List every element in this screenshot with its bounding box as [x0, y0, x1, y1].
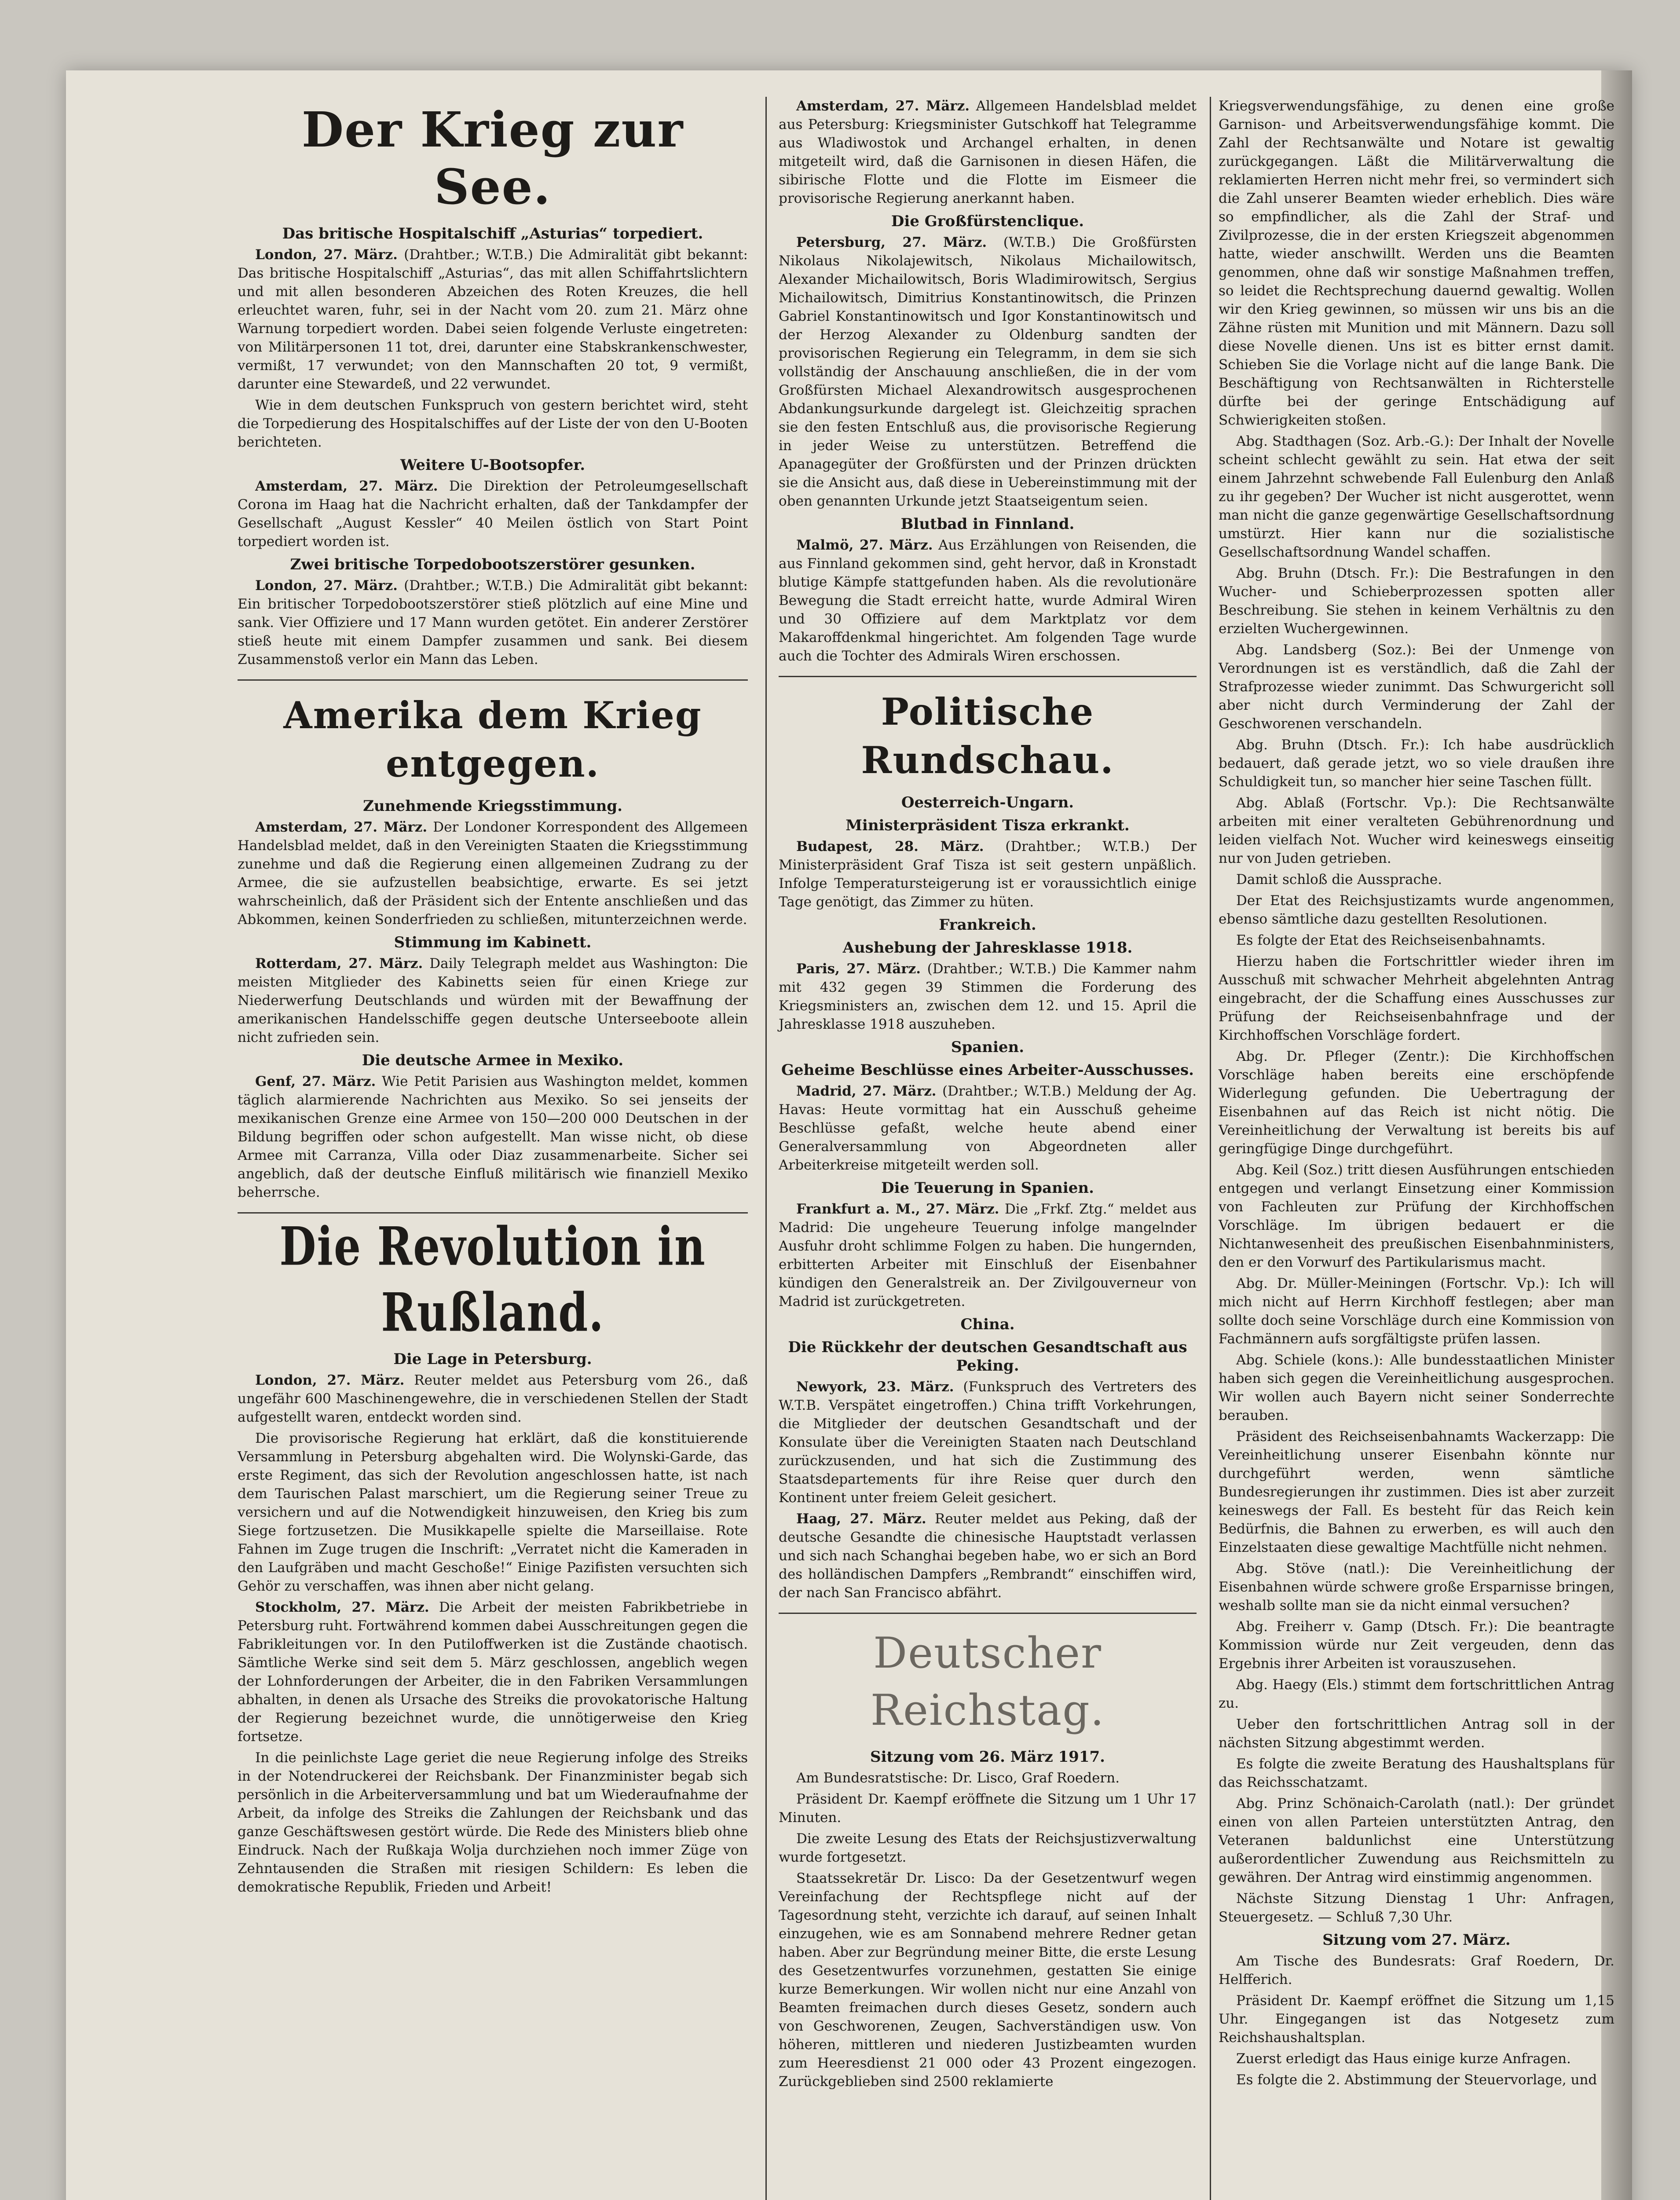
dateline: London, 27. März. — [255, 247, 398, 263]
dateline: Madrid, 27. März. — [796, 1083, 937, 1099]
article-paragraph — [1219, 1676, 1614, 1712]
paragraph-text: Wie Petit Parisien aus Washington meldet, kommen täglich alarmierende Nachrichten aus Mexiko. So sei jenseits der mexikanischen Grenze eine Armee von 150—200 000 Deutschen in der Bildung begriffen oder schon aufgestellt. Man wisse nicht, ob diese Armee mit Carranza, Villa oder Diaz zusammenarbeite. Sicher sei angeblich, daß der deutsche Einfluß militärisch wie finanziell Mexiko beherrsche. — [238, 1074, 748, 1200]
subheading: Ministerpräsident Tisza erkrankt. — [845, 817, 1130, 834]
article-paragraph — [1219, 1274, 1614, 1348]
subheading: Geheime Beschlüsse eines Arbeiter-Ausschusses. — [781, 1061, 1194, 1079]
subheading: Blutbad in Finnland. — [900, 515, 1075, 533]
article-paragraph — [1219, 1617, 1614, 1673]
article-paragraph — [779, 837, 1197, 911]
article-paragraph — [1219, 794, 1614, 868]
paragraph-text: Aus Erzählungen von Reisenden, die aus Finnland gekommen sind, geht hervor, daß in Kronstadt blutige Kämpfe stattgefunden haben. Als die revolutionäre Bewegung die Stadt erreicht hatte, wurde Admiral Wiren und 30 Offiziere auf dem Marktplatz vor dem Makaroffdenkmal hingerichtet. Am folgenden Tage wurde auch die Tochter des Admirals Wiren erschossen. — [779, 537, 1197, 664]
article-paragraph: Der Etat des Reichsjustizamts wurde angenommen, ebenso sämtliche dazu gestellten Resolutionen. — [1219, 893, 1614, 927]
paragraph-text: Die Kirchhoffschen Vorschläge haben bereits eine erschöpfende Widerlegung gefunden. Die Uebertragung der Eisenbahnen auf das Reich ist nicht nötig. Die Vereinheitlichung der Verwaltung ist bereits bis auf geringfügige Dinge durchgeführt. — [1219, 1049, 1615, 1157]
article-paragraph: Präsident Dr. Kaempf eröffnete die Sitzung um 1 Uhr 17 Minuten. — [779, 1791, 1197, 1826]
dateline: Genf, 27. März. — [255, 1074, 376, 1089]
paragraph-text: Die Arbeit der meisten Fabrikbetriebe in Petersburg ruht. Fortwährend kommen dabei Ausschreitungen gegen die Fabrikleitungen vor. In den Putiloffwerken ist die Zustände chaotisch. Sämtliche Werke sind seit dem 5. März geschlossen, angeblich wegen der Lohnforderungen der Arbeiter, die in den Fabriken Versammlungen abhalten, in denen als Ursache des Streiks die provokatorische Haltung der Regierung bezeichnet wurde, die unnötigerweise den Krieg fortsetze. — [238, 1599, 748, 1745]
article-paragraph: Am Tische des Bundesrats: Graf Roedern, Dr. Helfferich. — [1219, 1953, 1614, 1987]
paragraph-text: (Drahtber.; W.T.B.) Die Admiralität gibt bekannt: Ein britischer Torpedobootszerstörer stieß plötzlich auf eine Mine und sank. Vier Offiziere und 17 Mann wurden getötet. Ein anderer Zerstörer stieß heute mit einem Dampfer zusammen und sank. Bei diesem Zusammenstoß verlor ein Mann das Leben. — [238, 578, 748, 667]
article-paragraph: Kriegsverwendungsfähige, zu denen eine große Garnison- und Arbeitsverwendungsfähige kommt. Die Zahl der Rechtsanwälte und Notare ist gewaltig zurückgegangen. Läßt die Militärverwaltung die reklamierten Herren nicht mehr frei, so vermindert sich die Zahl unserer Beamten wieder erheblich. Dies wäre so empfindlicher, als die Zahl der Straf- und Zivilprozesse, die in der ersten Kriegszeit abgenommen hatte, wieder anschwillt. Werden uns die Beamten genommen, ohne daß wir sonstige Maßnahmen treffen, so leidet die Rechtsprechung dauernd gewaltig. Wollen wir den Krieg gewinnen, so müssen wir uns bis an die Zähne rüsten mit Munition und mit Männern. Dazu soll diese Novelle dienen. Uns ist es bitter ernst damit. Schieben Sie die Vorlage nicht auf die lange Bank. Die Beschäftigung von Rechtsanwälten in Richterstelle dürfte bei der geringe Entschädigung auf Schwierigkeiten stoßen. — [1219, 98, 1614, 428]
article-paragraph — [779, 97, 1197, 208]
article-paragraph: In die peinlichste Lage geriet die neue Regierung infolge des Streiks in der Notendruckerei der Reichsbank. Der Finanzminister begab sich persönlich in die Arbeiterversammlung und bat um Wiederaufnahme der Arbeit, da infolge des Streiks die Zahlungen der Reichsbank und das ganze Geschäftswesen gestört würde. Die Rede des Ministers blieb ohne Eindruck. Nach der Rußkaja Wolja durchziehen noch immer Züge von Zehntausenden die Straßen mit riesigen Schildern: Es leben die demokratische Republik, Frieden und Arbeit! — [238, 1750, 748, 1895]
headline-revolution: Die Revolution in Rußland. — [279, 1215, 706, 1343]
article-paragraph — [1219, 432, 1614, 561]
paragraph-text: Die beantragte Kommission würde nur Zeit vergeuden, denn das Ergebnis ihrer Arbeiten ist vorauszusehen. — [1219, 1619, 1614, 1672]
speaker: Abg. Haegy (Els.) — [1236, 1677, 1358, 1693]
dateline: Petersburg, 27. März. — [796, 235, 987, 250]
article-paragraph: Ueber den fortschrittlichen Antrag soll in der nächsten Sitzung abgestimmt werden. — [1219, 1716, 1614, 1751]
subheading: Sitzung vom 26. März 1917. — [870, 1748, 1105, 1766]
article-paragraph — [1219, 1351, 1614, 1425]
speaker: Abg. Keil (Soz.) — [1236, 1162, 1343, 1178]
paragraph-text: Die „Frkf. Ztg.“ meldet aus Madrid: Die ungeheure Teuerung infolge mangelnder Ausfuhr droht schlimme Folgen zu haben. Die hungernden, erbitterten Arbeiter mit Einschluß der Eisenbahner kündigen den Generalstreik an. Der Zivilgouverneur von Madrid ist zurückgetreten. — [779, 1201, 1197, 1309]
dateline: London, 27. März. — [255, 1372, 405, 1388]
paragraph-text: (Funkspruch des Vertreters des W.T.B. Verspätet eingetroffen.) China trifft Vorkehrungen, die Mitglieder der deutschen Gesandtschaft und der Konsulate über die Vereinigten Staaten nach Deutschland zurückzusenden, und hat sich die Zustimmung des Staatsdepartements für ihre Reise quer durch den Kontinent unter freiem Geleit gesichert. — [779, 1379, 1197, 1506]
article-paragraph — [238, 1598, 748, 1746]
paragraph-text: Allgemeen Handelsblad meldet aus Petersburg: Kriegsminister Gutschkoff hat Telegramme aus Wladiwostok und Archangel erhalten, in denen mitgeteilt wird, daß die Garnisonen in diesen Häfen, die sibirische Flotte und die Flotte im Eismeer die provisorische Regierung anerkannt haben. — [779, 98, 1197, 206]
dateline: Amsterdam, 27. März. — [255, 819, 428, 835]
dateline: Budapest, 28. März. — [796, 839, 984, 854]
dateline: Haag, 27. März. — [796, 1511, 926, 1527]
dateline: Malmö, 27. März. — [796, 537, 933, 553]
speaker: Abg. Prinz Schönaich-Carolath (natl.): — [1236, 1796, 1515, 1811]
article-paragraph: Damit schloß die Aussprache. — [1236, 872, 1442, 887]
article-paragraph — [779, 536, 1197, 665]
speaker: Abg. Landsberg (Soz.): — [1236, 642, 1416, 658]
article-paragraph — [1219, 736, 1614, 791]
speaker: Abg. Ablaß (Fortschr. Vp.): — [1236, 795, 1457, 811]
newspaper-page — [66, 70, 1632, 2200]
paragraph-text: (W.T.B.) Die Großfürsten Nikolaus Nikolajewitsch, Nikolaus Michailowitsch, Alexander Michailowitsch, Boris Wladimirowitsch, Sergius Michailowitsch, Dimitrius Konstantinowitsch, die Prinzen Gabriel Konstantinowitsch und Igor Konstantinowitsch und der Herzog Alexander zu Oldenburg sandten der provisorischen Regierung ein Telegramm, in dem sie sich vollständig der Anschauung anschließen, die in der vom Großfürsten Michael Alexandrowitsch ausgesprochenen Abdankungsurkunde dargelegt ist. Gleichzeitig sprachen sie den festen Entschluß aus, die provisorische Regierung in jeder Weise zu unterstützen. Betreffend die Apanagegüter der Großfürsten und der Prinzen drückten sie die Ansicht aus, daß diese in Uebereinstimmung mit der oben genannten Urkunde jetzt Staatseigentum seien. — [779, 235, 1197, 509]
article-paragraph: Nächste Sitzung Dienstag 1 Uhr: Anfragen, Steuergesetz. — Schluß 7,30 Uhr. — [1219, 1891, 1614, 1925]
subheading: Oesterreich-Ungarn. — [901, 794, 1074, 811]
speaker: Abg. Dr. Pfleger (Zentr.): — [1236, 1049, 1450, 1064]
article-paragraph: Zuerst erledigt das Haus einige kurze Anfragen. — [1236, 2051, 1571, 2067]
article-paragraph — [1219, 641, 1614, 733]
article-paragraph — [1219, 564, 1614, 638]
speaker: Abg. Schiele (kons.): — [1236, 1352, 1384, 1368]
subheading: Sitzung vom 27. März. — [1322, 1931, 1511, 1949]
subheading: Weitere U-Bootsopfer. — [400, 456, 586, 474]
paragraph-text: Die Direktion der Petroleumgesellschaft Corona im Haag hat die Nachricht erhalten, daß der Tankdampfer der Gesellschaft „August Kessler“ 40 Meilen östlich von Start Point torpediert worden ist. — [238, 478, 748, 550]
column-3 — [1219, 97, 1614, 2092]
article-paragraph: Am Bundesratstische: Dr. Lisco, Graf Roedern. — [796, 1770, 1120, 1786]
article-paragraph: Es folgte der Etat des Reichseisenbahnamts. — [1236, 932, 1546, 948]
article-paragraph — [1219, 1161, 1614, 1272]
dateline: Amsterdam, 27. März. — [796, 98, 970, 114]
article-paragraph — [238, 818, 748, 929]
divider — [238, 679, 748, 681]
column-1 — [238, 97, 748, 1899]
subheading: Die Lage in Petersburg. — [393, 1350, 592, 1368]
article-paragraph — [779, 1082, 1197, 1174]
speaker: Abg. Freiherr v. Gamp (Dtsch. Fr.): — [1236, 1619, 1498, 1635]
dateline: Frankfurt a. M., 27. März. — [796, 1201, 999, 1217]
article-paragraph — [779, 960, 1197, 1034]
column-2 — [779, 97, 1197, 2094]
article-paragraph — [238, 477, 748, 551]
paragraph-text: Ich habe ausdrücklich bedauert, daß gerade jetzt, wo so viele draußen ihre Schuldigkeit tun, so mancher hier seine Taschen füllt. — [1219, 737, 1614, 790]
paragraph-text: (Drahtber.; W.T.B.) Der Ministerpräsident Graf Tisza ist seit gestern unpäßlich. Infolge Temperatursteigerung ist er voraussichtlich einige Tage genötigt, das Zimmer zu hüten. — [779, 839, 1197, 910]
article-paragraph — [1219, 1047, 1614, 1158]
dateline: London, 27. März. — [255, 578, 398, 594]
article-paragraph — [779, 1510, 1197, 1602]
headline-amerika: Amerika dem Krieg entgegen. — [283, 693, 702, 785]
paragraph-text: Ich will mich nicht auf Herrn Kirchhoff festlegen; aber man sollte doch seine Vorschläge durch eine Kommission von Fachmännern aufs sorgfältigste prüfen lassen. — [1219, 1276, 1614, 1347]
article-paragraph: Wie in dem deutschen Funkspruch von gestern berichtet wird, steht die Torpedierung des Hospitalschiffes auf der Liste der von den U-Booten berichteten. — [238, 397, 748, 450]
article-paragraph — [779, 1200, 1197, 1311]
speaker: Abg. Bruhn (Dtsch. Fr.): — [1236, 565, 1419, 581]
subheading: Das britische Hospitalschiff „Asturias“ torpediert. — [282, 225, 703, 242]
paragraph-text: (Drahtber.; W.T.B.) Meldung der Ag. Havas: Heute vormittag hat ein Ausschuß geheime Beschlüsse gefaßt, welche heute abend einer Generalversammlung von Abgeordneten aller Arbeiterkreise mitgeteilt werden soll. — [779, 1083, 1197, 1173]
column-rule-2 — [1210, 97, 1211, 2200]
subheading: China. — [960, 1316, 1015, 1333]
divider — [779, 676, 1197, 677]
subheading: Stimmung im Kabinett. — [394, 934, 592, 951]
article-paragraph: Präsident des Reichseisenbahnamts Wackerzapp: Die Vereinheitlichung unserer Eisenbahn könnte nur durchgeführt werden, wenn sämtliche Bundesregierungen ihr zustimmen. Dies ist aber zurzeit keineswegs der Fall. Es besteht für das Reich kein Bedürfnis, die Bahnen zu erwerben, es will auch den Einzelstaaten diese gewaltige Machtfülle nicht nehmen. — [1219, 1429, 1614, 1555]
subheading: Spanien. — [951, 1038, 1025, 1056]
subheading: Aushebung der Jahresklasse 1918. — [842, 939, 1133, 957]
subheading: Die Rückkehr der deutschen Gesandtschaft aus Peking. — [788, 1338, 1187, 1375]
paragraph-text: (Drahtber.; W.T.B.) Die Admiralität gibt bekannt: Das britische Hospitalschiff „Asturias“, das mit allen Schiffahrtslichtern und mit allen besonderen Abzeichen des Roten Kreuzes, die hell erleuchtet waren, fuhr, sei in der Nacht vom 20. zum 21. März ohne Warnung torpediert worden. Dabei seien folgende Verluste eingetreten: von Militärpersonen 11 tot, drei, darunter eine Stabskrankenschwester, vermißt, 17 verwundet; von den Mannschaften 20 tot, 9 vermißt, darunter eine Stewardeß, und 22 verwundet. — [238, 247, 748, 392]
article-paragraph — [238, 1371, 748, 1426]
article-paragraph: Staatssekretär Dr. Lisco: Da der Gesetzentwurf wegen Vereinfachung der Rechtspflege nicht auf der Tagesordnung steht, verzichte ich darauf, auf seinen Inhalt einzugehen, wie es am Sonnabend mehrere Redner getan haben. Aber zur Begründung meiner Bitte, die erste Lesung des Gesetzentwurfes vorzunehmen, gestatten Sie einige kurze Bemerkungen. Wir wollen nicht nur eine Anzahl von Beamten freimachen durch dieses Gesetz, sondern auch von Geschworenen, Zeugen, Sachverständigen usw. Von höheren, mittleren und niederen Justizbeamten wurden zum Heeresdienst 21 000 oder 43 Prozent eingezogen. Zurückgeblieben sind 2500 reklamierte — [779, 1870, 1197, 2090]
article-paragraph — [1219, 1559, 1614, 1615]
subheading: Frankreich. — [939, 916, 1036, 934]
article-paragraph: Die provisorische Regierung hat erklärt, daß die konstituierende Versammlung in Petersburg abgehalten wird. Die Wolynski-Garde, das erste Regiment, das sich der Revolution angeschlossen hatte, ist nach dem Taurischen Palast marschiert, um die Regierung seiner Treue zu versichern und auf die Notwendigkeit hinzuweisen, den Krieg bis zum Siege fortzusetzen. Die Musikkapelle spielte die Marseillaise. Rote Fahnen im Zuge trugen die Inschrift: „Verratet nicht die Kameraden in den Laufgräben und macht Geschoße!“ Einige Pazifisten versuchten sich Gehör zu verschaffen, was ihnen aber nicht gelang. — [238, 1430, 748, 1594]
paragraph-text: Die Bestrafungen in den Wucher- und Schieberprozessen spotten aller Beschreibung. Sie stehen in keinem Verhältnis zu den erzielten Wuchergewinnen. — [1219, 565, 1614, 637]
speaker: Abg. Bruhn (Dtsch. Fr.): — [1236, 737, 1430, 753]
article-paragraph: Es folgte die zweite Beratung des Haushaltsplans für das Reichsschatzamt. — [1219, 1756, 1614, 1790]
subheading: Die deutsche Armee in Mexiko. — [362, 1052, 624, 1069]
paragraph-text: Der Londoner Korrespondent des Allgemeen Handelsblad meldet, daß in den Vereinigten Staaten die Kriegsstimmung zunehme und daß die Regierung einen allgemeinen Zudrang zu der Armee, die sie aufzustellen beabsichtige, erwarte. Es sei jetzt wahrscheinlich, daß der Präsident sich der Entente anschließen und das Abkommen, keinen Sonderfrieden zu schließen, mitunterzeichnen werde. — [238, 819, 748, 928]
paragraph-text: Bei der Unmenge von Verordnungen ist es verständlich, daß die Zahl der Strafprozesse wieder zunimmt. Das Schwurgericht soll aber nicht durch Verminderung der Zahl der Geschworenen verschandeln. — [1219, 642, 1614, 732]
dateline: Newyork, 23. März. — [796, 1379, 954, 1395]
article-paragraph — [238, 246, 748, 393]
subheading: Zwei britische Torpedobootszerstörer gesunken. — [290, 556, 695, 573]
speaker: Abg. Stöve (natl.): — [1236, 1561, 1390, 1577]
subheading: Die Großfürstenclique. — [891, 213, 1084, 230]
article-paragraph: Es folgte die 2. Abstimmung der Steuervorlage, und — [1236, 2072, 1597, 2088]
paragraph-text: Der Inhalt der Novelle scheint schlecht gewählt zu sein. Hat etwa der seit einem Jahrzehnt schwebende Fall Eulenburg den Anlaß zu ihr gegeben? Der Wucher ist nicht ausgerottet, wenn man nicht die ganze gegenwärtige Gesellschaftsordnung umstürzt. Hier kann nur die sozialistische Gesellschaftsordnung Wandel schaffen. — [1219, 433, 1614, 560]
paragraph-text: (Drahtber.; W.T.B.) Die Kammer nahm mit 432 gegen 39 Stimmen die Forderung des Kriegsministers an, zwischen dem 12. und 15. April die Jahresklasse 1918 auszuheben. — [779, 961, 1197, 1032]
paragraph-text: Die Rechtsanwälte arbeiten mit einer veralteten Gebührenordnung und leiden vielfach Not. Wucher wird keineswegs einseitig nur von Juden getrieben. — [1219, 795, 1614, 866]
dateline: Stockholm, 27. März. — [255, 1599, 429, 1615]
paragraph-text: tritt diesen Ausführungen entschieden entgegen und verlangt Einsetzung einer Kommission von Fachleuten zur Prüfung der Kirchhoffschen Vorschläge. Im übrigen bedauert er die Nichtanwesenheit des preußischen Eisenbahnministers, den er den Vorwurf des Partikularismus macht. — [1219, 1162, 1615, 1270]
headline-politische-rundschau: Politische Rundschau. — [861, 690, 1114, 782]
dateline: Amsterdam, 27. März. — [255, 478, 438, 494]
headline-krieg-zur-see: Der Krieg zur See. — [301, 101, 684, 215]
article-paragraph: Präsident Dr. Kaempf eröffnet die Sitzung um 1,15 Uhr. Eingegangen ist das Notgesetz zum Reichshaushaltsplan. — [1219, 1993, 1614, 2046]
paragraph-text: Alle bundesstaatlichen Minister haben sich gegen die Vereinheitlichung ausgesprochen. Wir wollen auch Bayern nicht seiner Sonderrechte berauben. — [1219, 1352, 1615, 1423]
headline-deutscher-reichstag: Deutscher Reichstag. — [870, 1628, 1105, 1735]
article-paragraph: Die zweite Lesung des Etats der Reichsjustizverwaltung wurde fortgesetzt. — [779, 1831, 1197, 1865]
divider — [779, 1613, 1197, 1614]
article-paragraph — [238, 576, 748, 669]
paragraph-text: Reuter meldet aus Petersburg vom 26., daß ungefähr 600 Maschinengewehre, die in verschiedenen Stellen der Stadt aufgestellt waren, entdeckt worden sind. — [238, 1372, 748, 1425]
paragraph-text: Die Vereinheitlichung der Eisenbahnen würde schwere große Ersparnisse bringen, weshalb sollte man sie da nicht einmal versuchen? — [1219, 1561, 1614, 1613]
article-paragraph — [1219, 1794, 1614, 1887]
article-paragraph — [779, 233, 1197, 510]
subheading: Die Teuerung in Spanien. — [881, 1179, 1094, 1197]
speaker: Abg. Stadthagen (Soz. Arb.-G.): — [1236, 433, 1454, 449]
dateline: Rotterdam, 27. März. — [255, 956, 423, 972]
paragraph-text: Reuter meldet aus Peking, daß der deutsche Gesandte die chinesische Hauptstadt verlassen und sich nach Schanghai begeben habe, wo er sich an Bord des holländischen Dampfers „Rembrandt“ einschiffen wird, der nach San Francisco abfährt. — [779, 1511, 1197, 1601]
paragraph-text: stimmt dem fortschrittlichen Antrag zu. — [1219, 1677, 1614, 1711]
dateline: Paris, 27. März. — [796, 961, 921, 977]
paragraph-text: Der gründet einen von allen Parteien unterstützten Antrag, den Veteranen baldunlichst eine Unterstützung außerordentlicher Zuwendung aus Reichsmitteln zu gewähren. Der Antrag wird einstimmig angenommen. — [1219, 1796, 1614, 1885]
article-paragraph — [779, 1378, 1197, 1507]
speaker: Abg. Dr. Müller-Meiningen (Fortschr. Vp.): — [1236, 1276, 1550, 1291]
subheading: Zunehmende Kriegsstimmung. — [363, 797, 622, 815]
article-paragraph — [238, 1072, 748, 1202]
article-paragraph: Hierzu haben die Fortschrittler wieder ihren im Ausschuß mit schwacher Mehrheit abgelehnten Antrag eingebracht, der die Schaffung eines Ausschusses zur Prüfung der Reichseisenbahnfrage und der Kirchhoffschen Vorschläge fordert. — [1219, 953, 1614, 1043]
article-paragraph — [238, 954, 748, 1047]
column-rule-1 — [765, 97, 767, 2200]
paragraph-text: Daily Telegraph meldet aus Washington: Die meisten Mitglieder des Kabinetts seien für einen Kriege zur Niederwerfung Deutschlands und würden mit der Bewaffnung der amerikanischen Handelsschiffe gegen deutsche Unterseeboote allein nicht zufrieden sein. — [238, 956, 748, 1045]
